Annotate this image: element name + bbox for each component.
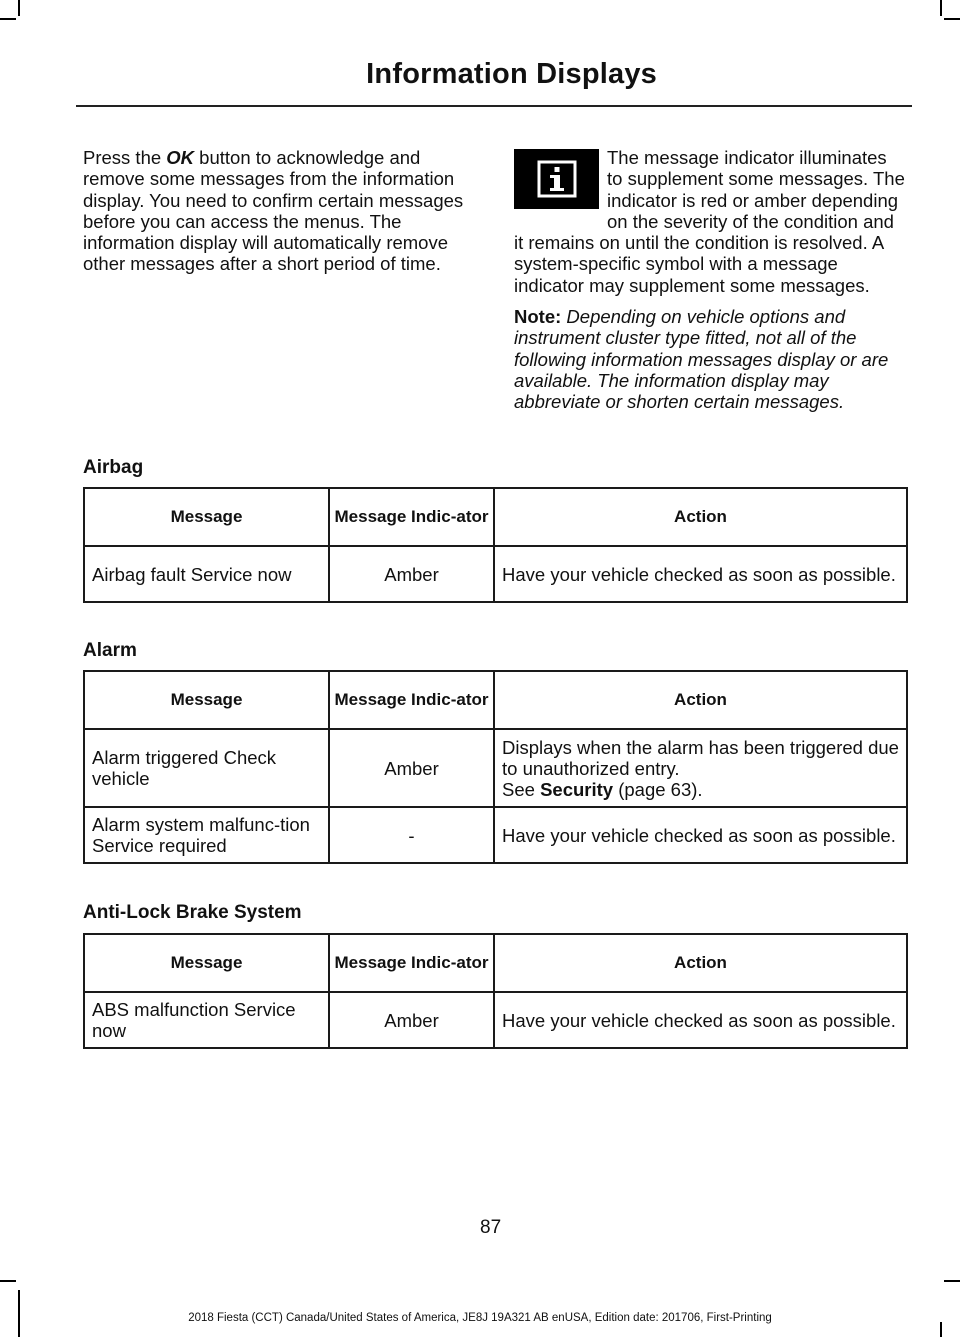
header-action: Action (494, 488, 907, 546)
table-row (84, 729, 907, 807)
intro-prefix: Press the (83, 147, 167, 168)
section-title-abs: Anti-Lock Brake System (83, 902, 302, 923)
abs-table (83, 933, 908, 1049)
header-indicator: Message Indic-ator (329, 934, 494, 992)
indicator-cell: Amber (329, 729, 494, 807)
table-row (84, 546, 907, 602)
indicator-cell: - (329, 807, 494, 863)
header-indicator: Message Indic-ator (329, 671, 494, 729)
indicator-cell: Amber (329, 992, 494, 1048)
action-cell: Have your vehicle checked as soon as possible. (494, 807, 907, 863)
alarm-table (83, 670, 908, 864)
table-row (84, 992, 907, 1048)
intro-rest: button to acknowledge and remove some messages from the information display. You need to confirm certain messages before you can access the menus. The information display will automatically remove other messages after a short period of time. (83, 147, 464, 275)
see-prefix: See (502, 778, 541, 800)
indicator-paragraph: The message indicator illuminates to supplement some messages. The indicator is red or amber depending on the severity of the condition and it remains on until the condition is resolved. A system-specific symbol with a message indicator may supplement some messages. (514, 147, 905, 296)
header-message: Message (84, 488, 329, 546)
header-message: Message (84, 671, 329, 729)
message-cell: Alarm system malfunc-tion Service required (84, 807, 329, 863)
message-cell: Airbag fault Service now (84, 546, 329, 602)
page-number: 87 (480, 1217, 502, 1238)
action-cell: Have your vehicle checked as soon as possible. (494, 546, 907, 602)
crop-mark (940, 0, 942, 16)
crop-mark (944, 1280, 960, 1282)
note-text: Depending on vehicle options and instrument cluster type fitted, not all of the following information messages display or are available. The information display may abbreviate or shorten certain messages. (514, 306, 889, 413)
crop-mark (0, 18, 16, 20)
crop-mark (0, 1280, 16, 1282)
section-title-alarm: Alarm (83, 640, 137, 661)
information-indicator-icon (514, 149, 599, 209)
note-paragraph (514, 306, 906, 412)
intro-column (83, 147, 473, 275)
ok-button-label: OK (166, 147, 195, 168)
action-cell: Have your vehicle checked as soon as possible. (494, 992, 907, 1048)
crop-mark (18, 0, 20, 16)
header-divider (76, 105, 912, 107)
header-message: Message (84, 934, 329, 992)
indicator-column (514, 147, 906, 413)
intro-paragraph (83, 147, 473, 275)
table-header-row (84, 934, 907, 992)
indicator-cell: Amber (329, 546, 494, 602)
airbag-table (83, 487, 908, 603)
footer-edition-info: 2018 Fiesta (CCT) Canada/United States of America, JE8J 19A321 AB enUSA, Edition date: 201706, First-Printing (188, 1312, 772, 1324)
message-cell: Alarm triggered Check vehicle (84, 729, 329, 807)
action-cell (494, 729, 907, 807)
see-page: (page 63). (613, 778, 703, 800)
section-title-airbag: Airbag (83, 457, 144, 478)
crop-mark (940, 1322, 942, 1337)
crop-mark (944, 18, 960, 20)
action-text: Displays when the alarm has been triggered due to unauthorized entry. (502, 736, 899, 779)
message-cell: ABS malfunction Service now (84, 992, 329, 1048)
table-header-row (84, 671, 907, 729)
header-indicator: Message Indic-ator (329, 488, 494, 546)
header-action: Action (494, 671, 907, 729)
header-action: Action (494, 934, 907, 992)
page-title: Information Displays (366, 58, 657, 90)
note-label: Note: (514, 306, 562, 328)
security-page-link[interactable]: Security (540, 778, 614, 800)
table-header-row (84, 488, 907, 546)
table-row (84, 807, 907, 863)
